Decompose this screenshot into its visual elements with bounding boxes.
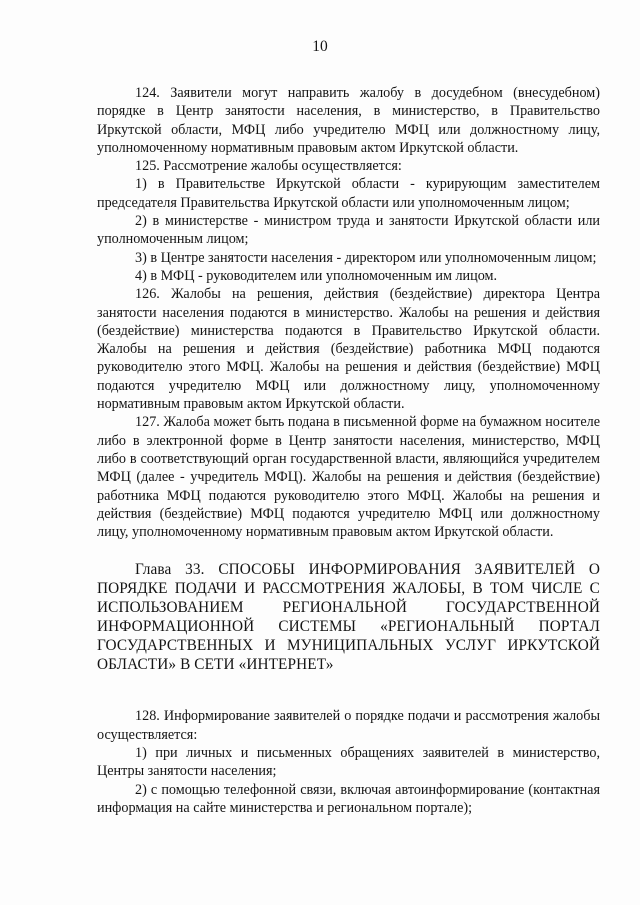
list-item-125-4: 4) в МФЦ - руководителем или уполномоченным им лицом. bbox=[135, 267, 498, 284]
paragraph-128: 128. Информирование заявителей о порядке подачи и рассмотрения жалобы осуществляется: bbox=[97, 708, 600, 743]
list-item-125-2: 2) в министерстве - министром труда и занятости Иркутской области или уполномоченным лицом; bbox=[97, 213, 600, 248]
chapter-heading: Глава 33. СПОСОБЫ ИНФОРМИРОВАНИЯ ЗАЯВИТЕЛЕЙ О ПОРЯДКЕ ПОДАЧИ И РАССМОТРЕНИЯ ЖАЛОБЫ, В ТОМ ЧИСЛЕ С ИСПОЛЬЗОВАНИЕМ РЕГИОНАЛЬНОЙ ГОСУДАРСТВЕННОЙ ИНФОРМАЦИОННОЙ СИСТЕМЫ «РЕГИОНАЛЬНЫЙ ПОРТАЛ ГОСУДАРСТВЕННЫХ И МУНИЦИПАЛЬНЫХ УСЛУГ ИРКУТСКОЙ ОБЛАСТИ» В СЕТИ «ИНТЕРНЕТ» bbox=[97, 561, 600, 674]
paragraph-125: 125. Рассмотрение жалобы осуществляется: bbox=[135, 158, 402, 175]
list-item-128-1: 1) при личных и письменных обращениях заявителей в министерство, Центры занятости населения; bbox=[97, 745, 600, 780]
paragraph-126: 126. Жалобы на решения, действия (бездействие) директора Центра занятости населения подаются в министерство. Жалобы на решения и действия (бездействие) министерства подаются в Правительство Иркутской области. Жалобы на решения и действия (бездействие) работника МФЦ подаются руководителю этого МФЦ. Жалобы на решения и действия (бездействие) МФЦ подаются учредителю МФЦ или должностному лицу, уполномоченному нормативным правовым актом Иркутской области. bbox=[97, 286, 600, 413]
spacer bbox=[97, 541, 600, 560]
spacer bbox=[97, 674, 600, 707]
document-body bbox=[97, 84, 600, 817]
list-item-125-3: 3) в Центре занятости населения - директором или уполномоченным лицом; bbox=[135, 249, 597, 266]
page-number: 10 bbox=[312, 38, 328, 55]
paragraph-127: 127. Жалоба может быть подана в письменной форме на бумажном носителе либо в электронной форме в Центр занятости населения, министерство, МФЦ либо в соответствующий орган государственной власти, являющийся учредителем МФЦ (далее - учредитель МФЦ). Жалобы на решения и действия (бездействие) работника МФЦ подаются руководителю этого МФЦ. Жалобы на решения и действия (бездействие) МФЦ подаются учредителю МФЦ или должностному лицу, уполномоченному нормативным правовым актом Иркутской области. bbox=[97, 414, 600, 541]
list-item-128-2: 2) с помощью телефонной связи, включая автоинформирование (контактная информация на сайте министерства и региональном портале); bbox=[97, 781, 600, 816]
list-item-125-1: 1) в Правительстве Иркутской области - курирующим заместителем председателя Правительства Иркутской области или уполномоченным лицом; bbox=[97, 176, 600, 211]
paragraph-124: 124. Заявители могут направить жалобу в досудебном (внесудебном) порядке в Центр занятости населения, в министерство, в Правительство Иркутской области, МФЦ либо учредителю МФЦ или должностному лицу, уполномоченному нормативным правовым актом Иркутской области. bbox=[97, 85, 600, 156]
